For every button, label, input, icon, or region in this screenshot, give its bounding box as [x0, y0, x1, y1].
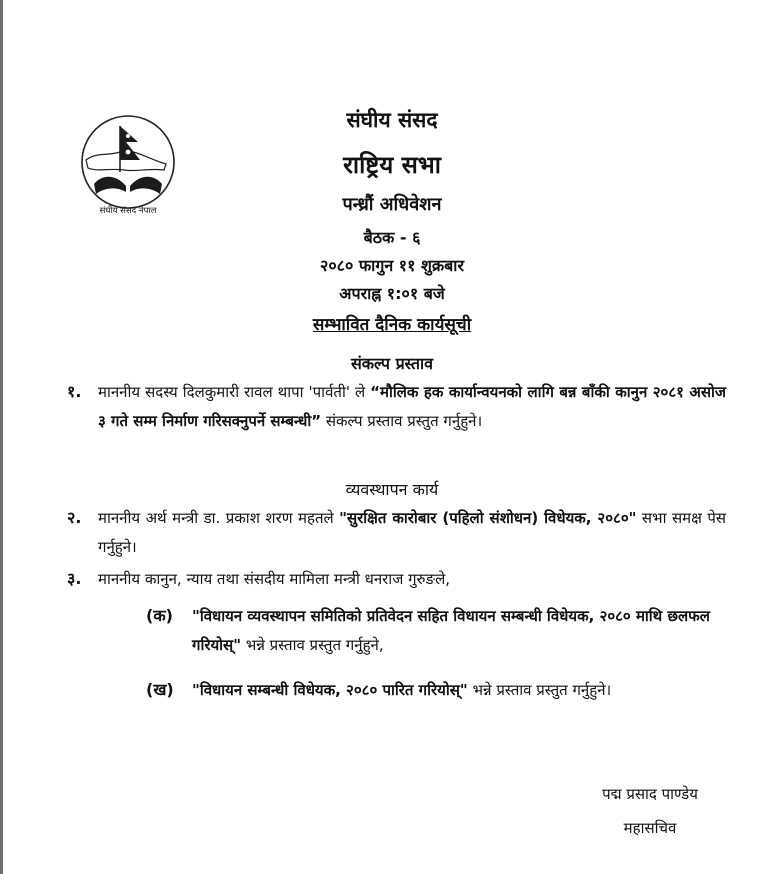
sitting-number: बैठक - ६ [363, 228, 421, 247]
signatory-name: पद्म प्रसाद पाण्डेय [602, 785, 698, 803]
item-title: "सुरक्षित कारोबार (पहिलो संशोधन) विधेयक, २०८०" [339, 509, 637, 527]
subitem-title: "विधायन व्यवस्थापन समितिको प्रतिवेदन सहित विधायन सम्बन्धी विधेयक, २०८० माथि छलफल गरियोस्" [192, 607, 710, 654]
section-heading-resolution: संकल्प प्रस्ताव [350, 354, 434, 373]
item-lead-text: माननीय अर्थ मन्त्री डा. प्रकाश शरण महतले [98, 509, 340, 527]
agenda-subitem-b [192, 676, 712, 705]
emblem-caption: संघीय संसद नेपाल [99, 206, 157, 216]
agenda-item-3 [98, 565, 726, 594]
signatory-title: महासचिव [623, 819, 677, 837]
parliament-title: संघीय संसद [346, 108, 438, 132]
item-lead-text: माननीय कानुन, न्याय तथा संसदीय मामिला मन्त्री धनराज गुरुङले, [98, 570, 451, 588]
subitem-label: (क) [146, 606, 173, 625]
subitem-tail-text: भन्ने प्रस्ताव प्रस्तुत गर्नुहुने, [241, 636, 384, 654]
item-number: १. [67, 382, 82, 401]
item-title: “मौलिक हक कार्यान्वयनको लागि बन्न बाँकी कानुन २०८१ असोज ३ गते सम्म निर्माण गरिसक्नुपर्ने सम्बन्धी” [98, 383, 726, 430]
session-title: पन्ध्रौं अधिवेशन [342, 194, 442, 215]
assembly-title: राष्ट्रिय सभा [343, 151, 441, 179]
subitem-tail-text: भन्ने प्रस्ताव प्रस्तुत गर्नुहुने। [467, 681, 612, 699]
meeting-time: अपराह्न १:०१ बजे [339, 284, 445, 303]
agenda-item-1 [98, 378, 726, 436]
item-tail-text: सभा समक्ष पेस गर्नुहुने। [98, 509, 726, 556]
item-number: ३. [67, 569, 82, 588]
subitem-title: "विधायन सम्बन्धी विधेयक, २०८० पारित गरियोस्" [192, 681, 468, 699]
item-lead-text: माननीय सदस्य दिलकुमारी रावल थापा 'पार्वती' ले [98, 383, 371, 401]
subitem-label: (ख) [146, 680, 174, 699]
item-tail-text: संकल्प प्रस्ताव प्रस्तुत गर्नुहुने। [321, 412, 483, 430]
meeting-date: २०८० फागुन ११ शुक्रबार [320, 256, 464, 275]
agenda-title: सम्भावित दैनिक कार्यसूची [312, 315, 472, 335]
agenda-item-2 [98, 504, 726, 562]
section-heading-legislative: व्यवस्थापन कार्य [345, 480, 439, 499]
item-number: २. [67, 508, 82, 527]
agenda-subitem-a [192, 602, 712, 660]
